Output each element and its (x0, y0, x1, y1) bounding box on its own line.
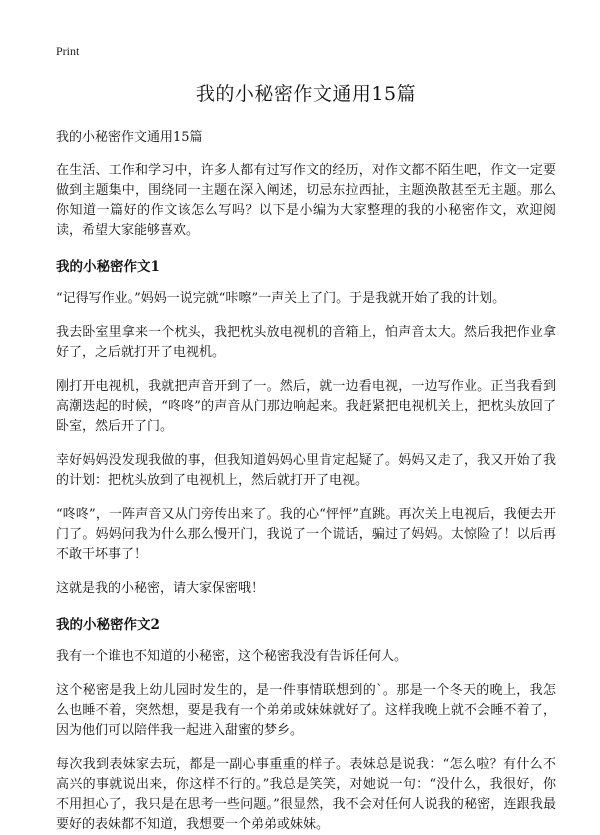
paragraph: 刚打开电视机，我就把声音开到了一。然后，就一边看电视，一边写作业。正当我看到高潮迭起的时候，“咚咚”的声音从门那边响起来。我赶紧把电视机关上，把枕头放回了卧室，然后开了门。 (56, 379, 556, 434)
essay-section-1 (56, 255, 556, 599)
essay-section-2 (56, 613, 556, 835)
page-title: 我的小秘密作文通用15篇 (195, 83, 417, 105)
paragraph: “咚咚”，一阵声音又从门旁传出来了。我的心“怦怦”直跳。再次关上电视后，我便去开门了。妈妈问我为什么那么慢开门，我说了一个谎话，骗过了妈妈。太惊险了！以后再不敢干坏事了！ (56, 507, 556, 562)
paragraph: 这就是我的小秘密，请大家保密哦！ (56, 581, 265, 596)
section-heading: 我的小秘密作文1 (56, 259, 160, 275)
paragraph: “记得写作业。”妈妈一说完就“咔嚓”一声关上了门。于是我就开始了我的计划。 (56, 291, 506, 306)
intro-paragraph: 在生活、工作和学习中，许多人都有过写作文的经历，对作文都不陌生吧，作文一定要做到主题集中，围绕同一主题在深入阐述，切忌东拉西扯，主题涣散甚至无主题。那么你知道一篇好的作文该怎么写吗？以下是小编为大家整理的我的小秘密作文，欢迎阅读，希望大家能够喜欢。 (56, 163, 556, 238)
paragraph: 我去卧室里拿来一个枕头，我把枕头放电视机的音箱上，怕声音太大。然后我把作业拿好了，之后就打开了电视机。 (56, 325, 556, 360)
document-subtitle: 我的小秘密作文通用15篇 (56, 130, 203, 145)
paragraph: 我有一个谁也不知道的小秘密，这个秘密我没有告诉任何人。 (56, 649, 408, 664)
paragraph: 每次我到表妹家去玩，都是一副心事重重的样子。表妹总是说我：“怎么啦？有什么不高兴的事就说出来，你这样不行的。”我总是笑笑，对她说一句：“没什么，我很好，你不用担心了，我只是在思考一些问题。”很显然，我不会对任何人说我的秘密，连跟我最要好的表妹都不知道，我想要一个弟弟或妹妹。 (56, 757, 556, 832)
section-heading: 我的小秘密作文2 (56, 617, 160, 633)
paragraph: 幸好妈妈没发现我做的事，但我知道妈妈心里肯定起疑了。妈妈又走了，我又开始了我的计划：把枕头放到了电视机上，然后就打开了电视。 (56, 453, 556, 488)
print-link[interactable]: Print (56, 44, 80, 58)
paragraph: 这个秘密是我上幼儿园时发生的，是一件事情联想到的`。那是一个冬天的晚上，我怎么也睡不着，突然想，要是我有一个弟弟或妹妹就好了。这样我晚上就不会睡不着了，因为他们可以陪伴我一起进入甜蜜的梦乡。 (56, 683, 556, 738)
